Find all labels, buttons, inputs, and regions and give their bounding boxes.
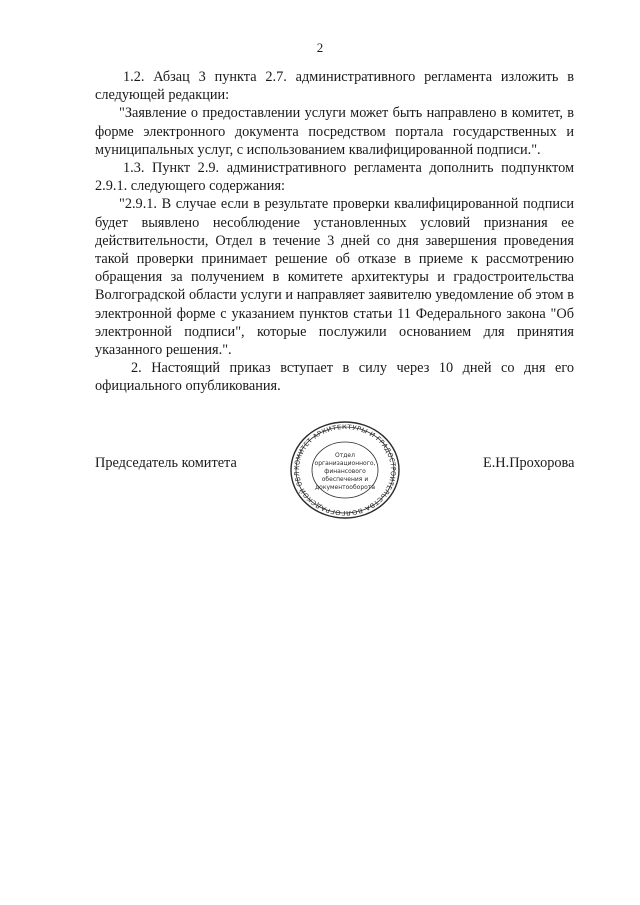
stamp-line-4: обеспечения и [321,476,369,483]
stamp-line-1: Отдел [335,452,355,459]
paragraph-2-9-1-quote: "2.9.1. В случае если в результате проверки квалифицированной подписи будет выявлено несоблюдение установленных условий признания ее действительности, Отдел в течение 3 дней со дня завершения проведения такой проверки принимает решение об отказе в приеме к рассмотрению обращения за получением в комитете архитектуры и градостроительства Волгоградской области услуги и направляет заявителю уведомление об этом в электронной форме с указанием пунктов статьи 11 Федерального закона "Об электронной подписи", которые послужили основанием для принятия указанного решения.". [95,196,574,359]
stamp-line-3: финансового [324,468,366,475]
stamp-line-5: документооборота [315,484,375,491]
paragraph-1-2-quote: "Заявление о предоставлении услуги может быть направлено в комитет, в форме электронного документа посредством портала государственных и муниципальных услуг, с использованием квалифицированной подписи.". [95,105,574,158]
stamp-line-2: организационного, [314,460,376,467]
official-stamp [283,420,407,520]
page-number: 2 [316,40,324,55]
paragraph-2: 2. Настоящий приказ вступает в силу через 10 дней со дня его официального опубликования. [95,360,574,395]
signatory-name: Е.Н.Прохорова [483,455,575,471]
paragraph-1-3: 1.3. Пункт 2.9. административного регламента дополнить подпунктом 2.9.1. следующего содержания: [95,160,574,195]
signatory-position: Председатель комитета [95,455,237,471]
stamp-ring-text: КОМИТЕТ АРХИТЕКТУРЫ И ГРАДОСТРОИТЕЛЬСТВА ВОЛГОГРАДСКОЙ ОБЛ [292,423,398,517]
paragraph-1-2: 1.2. Абзац 3 пункта 2.7. административного регламента изложить в следующей редакции: [95,69,574,104]
document-body [95,68,574,396]
